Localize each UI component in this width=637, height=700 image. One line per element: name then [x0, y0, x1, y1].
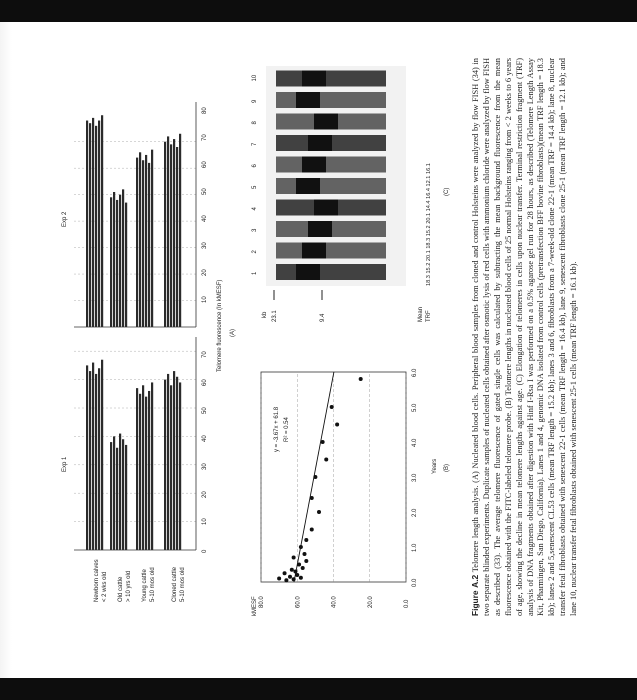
bar-1-4-4	[173, 371, 175, 550]
bar-1-4-5	[176, 377, 178, 550]
row-label-newborn-age: < 2 wks old	[102, 571, 108, 602]
bar-1-1-6	[101, 360, 103, 550]
panel-a-tick-8: 10	[202, 296, 208, 303]
bar-2-3-3	[142, 160, 144, 327]
data-point-12	[304, 559, 308, 563]
bar-2-4-2	[167, 136, 169, 327]
bar-2-3-4	[145, 155, 147, 327]
panel-a-tick-3: 30	[202, 463, 208, 470]
lane-band-1	[296, 264, 320, 280]
bar-1-3-1	[136, 388, 138, 550]
caption-text: Telomere length analysis. (A) Nucleated blood cells. Peripheral blood samples from cloned and control Holsteins were analyzed by flow FISH (34) in two separate blinded experiments. Duplicate samples of nucleated cells obtained after osmotic lysis of red cells with ammonium chloride were analyzed by flow FISH as described (33). The average telomere fluorescence of gated single cells was calculated by subtracting the mean background fluorescence from the mean fluorescence obtained with the FITC-labeled telomere probe. (B) Telomere lengths in nucleated blood cells of 25 normal Holsteins ranging from < 2 weeks to 6 years of age, showing the decline in mean telomere lengths against age. (C) Elongation of telomeres in cells upon nuclear transfer. Terminal restriction fragment (TRF) analysis of DNA fragments obtained after digestion with Hinf I-Rsa I was performed on a 0.5% agarose gel run for 28 hours, as described (Telomere Length Assay Kit, Pharmingen, San Diego, California). Lanes 1 and 4, genomic DNA isolated from control cells (pretransfection BFF bovine fibroblasts)(mean TRF length = 18.3 kb); lanes 2 and 5,senescent CL53 cells (mean TRF length = 15.2 kb); lanes 3 and 6, fibroblasts from a 7-week-old clone 22-1 (mean TRF = 14.4 kb); lane 8, nuclear transfer fetal fibroblasts obtained with senescent 22-1 cells (mean TRF length = 16.4 kb), lane 9, senescent fibroblasts clone 25-1 (mean TRF length = 12.1 kb); and lane 10, nuclear transfer fetal fibroblasts obtained with senescent 25-1 cells (mean TRF length = 16.1 kb).	[471, 58, 579, 616]
panel-b-plot	[259, 368, 418, 608]
panel-a-tick-12: 50	[202, 188, 208, 195]
data-point-11	[297, 563, 301, 567]
bar-2-4-5	[176, 147, 178, 327]
panel-a-tick-13: 60	[202, 161, 208, 168]
bar-1-1-2	[89, 371, 91, 550]
gel-mean-label: Mean	[418, 306, 424, 322]
panel-b-xtick-2: 2.0	[412, 508, 418, 517]
panel-a-tick-1: 10	[202, 518, 208, 525]
panel-a-tick-15: 80	[202, 107, 208, 114]
data-point-16	[304, 538, 308, 542]
lane-smear-10	[276, 71, 386, 87]
bar-1-3-4	[145, 397, 147, 550]
bar-1-3-3	[142, 385, 144, 550]
row-label-young: Young cattle	[142, 569, 148, 602]
bar-2-1-1	[86, 121, 88, 327]
bar-1-2-6	[125, 445, 127, 550]
data-point-17	[310, 528, 314, 532]
bar-2-1-6	[101, 115, 103, 327]
panel-b-label: (B)	[444, 464, 450, 472]
panel-b-r2: R² = 0.54	[284, 417, 290, 442]
bar-2-3-1	[136, 158, 138, 327]
data-point-4	[299, 576, 303, 580]
lane-band-8	[314, 114, 338, 130]
bar-1-2-5	[122, 439, 124, 550]
lane-band-7	[308, 135, 332, 151]
lane-number-2: 2	[252, 250, 258, 254]
lane-smear-1	[276, 264, 386, 280]
lane-number-3: 3	[252, 228, 258, 232]
panel-a-tick-14: 70	[202, 134, 208, 141]
bar-1-1-5	[98, 368, 100, 550]
panel-b-xtick-1: 1.0	[412, 543, 418, 552]
bar-2-4-4	[173, 139, 175, 327]
panel-a-xlabel: Telomere fluorescence (In kMESF)	[217, 279, 223, 372]
caption-title: Figure A.2	[470, 574, 480, 616]
gel-trf-label: TRF	[426, 310, 432, 322]
bar-1-2-2	[113, 436, 115, 550]
data-point-24	[330, 405, 334, 409]
bar-1-4-6	[179, 382, 181, 550]
bar-2-1-5	[98, 121, 100, 327]
gel-trf-values: 18.3 15.2 20.1 18.3 15.2 20.1 14.4 16.4 12.1 16.1	[426, 163, 432, 286]
row-label-old: Old cattle	[118, 576, 124, 602]
data-point-19	[310, 496, 314, 500]
panel-a-tick-2: 20	[202, 491, 208, 498]
panel-b-chart	[236, 332, 461, 622]
lane-number-4: 4	[252, 207, 258, 211]
gel-kb-label: kb	[262, 311, 268, 318]
lane-number-10: 10	[252, 74, 258, 82]
lane-smear-2	[276, 243, 386, 259]
lane-band-3	[308, 221, 332, 237]
row-label-young-age: 5-10 mos old	[150, 567, 156, 602]
panel-b-xtick-0: 0.0	[412, 578, 418, 587]
panel-c-label: (C)	[444, 187, 450, 196]
data-point-7	[283, 571, 287, 575]
data-point-14	[303, 552, 307, 556]
bar-2-1-4	[95, 126, 97, 327]
gel-marker-94: 9.4	[320, 313, 326, 322]
bar-2-2-3	[116, 200, 118, 327]
lane-band-6	[302, 157, 326, 173]
bar-2-2-4	[119, 195, 121, 327]
panel-b-xtick-4: 4.0	[412, 438, 418, 447]
panel-b-ylabel: kMESF	[252, 596, 258, 616]
bar-1-1-1	[86, 365, 88, 550]
panel-b-ytick-0: 80.0	[259, 596, 265, 608]
bar-1-1-3	[92, 363, 94, 550]
data-point-15	[299, 545, 303, 549]
panel-b-xtick-5: 5.0	[412, 403, 418, 412]
bar-2-1-2	[89, 123, 91, 327]
lane-number-1: 1	[252, 271, 258, 275]
bar-1-2-3	[116, 448, 118, 550]
bar-2-4-1	[164, 142, 166, 327]
lane-band-9	[296, 92, 320, 108]
panel-c-gel	[236, 56, 461, 326]
row-label-cloned: Cloned cattle	[172, 566, 178, 602]
data-point-8	[293, 570, 297, 574]
bar-2-2-1	[110, 197, 112, 327]
data-point-1	[284, 578, 288, 582]
panel-a-tick-10: 30	[202, 242, 208, 249]
page-edge-shadow	[0, 22, 12, 678]
bar-1-1-4	[95, 374, 97, 550]
lane-number-5: 5	[252, 185, 258, 189]
lane-smear-9	[276, 92, 386, 108]
lane-band-5	[296, 178, 320, 194]
panel-b-ytick-2: 40.0	[331, 596, 338, 608]
data-point-22	[321, 440, 325, 444]
rotated-page-content	[40, 48, 637, 626]
bar-1-2-1	[110, 442, 112, 550]
lane-number-8: 8	[252, 121, 258, 125]
bar-2-3-2	[139, 152, 141, 327]
bar-2-4-3	[170, 144, 172, 327]
panel-a-tick-5: 50	[202, 407, 208, 414]
panel-a-tick-0: 0	[202, 549, 208, 553]
bar-1-3-6	[151, 382, 153, 550]
data-point-10	[301, 566, 305, 570]
bar-1-4-1	[164, 380, 166, 550]
lane-smear-5	[276, 178, 386, 194]
panel-b-xtick-3: 3.0	[412, 473, 418, 482]
panel-a-label: (A)	[230, 329, 236, 337]
bar-2-2-5	[122, 189, 124, 327]
lane-number-9: 9	[252, 99, 258, 103]
data-point-3	[277, 577, 281, 581]
lane-number-7: 7	[252, 142, 258, 146]
bottom-dark-border	[0, 678, 637, 700]
panel-b-ytick-4: 0.0	[404, 599, 410, 608]
panel-b-ytick-1: 60.0	[295, 596, 302, 608]
scanned-page	[40, 48, 637, 626]
gel-marker-23: 23.1	[272, 310, 278, 322]
bar-1-2-4	[119, 434, 121, 550]
data-point-18	[317, 510, 321, 514]
data-point-20	[313, 475, 317, 479]
panel-a-tick-7: 70	[202, 351, 208, 358]
panel-b-ytick-3: 20.0	[367, 596, 374, 608]
panel-a-ticks	[202, 107, 208, 553]
exp1-label: Exp 1	[62, 456, 68, 472]
data-point-21	[324, 458, 328, 462]
panel-b-equation: y = -3.67x + 61.8	[274, 406, 280, 452]
top-dark-border	[0, 0, 637, 22]
lane-smear-6	[276, 157, 386, 173]
lane-number-6: 6	[252, 164, 258, 168]
row-label-cloned-age: 5-10 mos old	[180, 567, 186, 602]
panel-a-tick-9: 20	[202, 269, 208, 276]
data-point-13	[292, 556, 296, 560]
bar-1-3-5	[148, 391, 150, 550]
gel-lanes	[252, 66, 406, 286]
exp2-label: Exp 2	[62, 211, 68, 227]
bar-2-3-6	[151, 150, 153, 327]
panel-a-tick-6: 60	[202, 379, 208, 386]
data-point-6	[295, 573, 299, 577]
bar-2-2-2	[113, 192, 115, 327]
data-point-23	[335, 423, 339, 427]
lane-band-4	[314, 200, 338, 216]
data-point-25	[359, 377, 363, 381]
lane-band-10	[302, 71, 326, 87]
bar-2-2-6	[125, 203, 127, 327]
data-point-5	[288, 575, 292, 579]
bar-2-3-5	[148, 163, 150, 327]
row-label-old-age: > 10 yrs old	[126, 570, 132, 602]
panel-a-tick-4: 40	[202, 435, 208, 442]
data-point-9	[290, 568, 294, 572]
data-point-2	[292, 577, 296, 581]
bar-2-4-6	[179, 134, 181, 327]
figure-caption	[470, 58, 580, 616]
bar-2-1-3	[92, 118, 94, 327]
bar-1-3-2	[139, 394, 141, 550]
panel-a-tick-11: 40	[202, 215, 208, 222]
bar-1-4-2	[167, 374, 169, 550]
panel-a-bars	[74, 115, 196, 550]
bar-1-4-3	[170, 385, 172, 550]
lane-band-2	[302, 243, 326, 259]
row-label-newborn: Newborn calves	[94, 559, 100, 602]
panel-b-xtick-6: 6.0	[412, 368, 418, 377]
panel-b-xlabel: Years	[432, 458, 438, 474]
